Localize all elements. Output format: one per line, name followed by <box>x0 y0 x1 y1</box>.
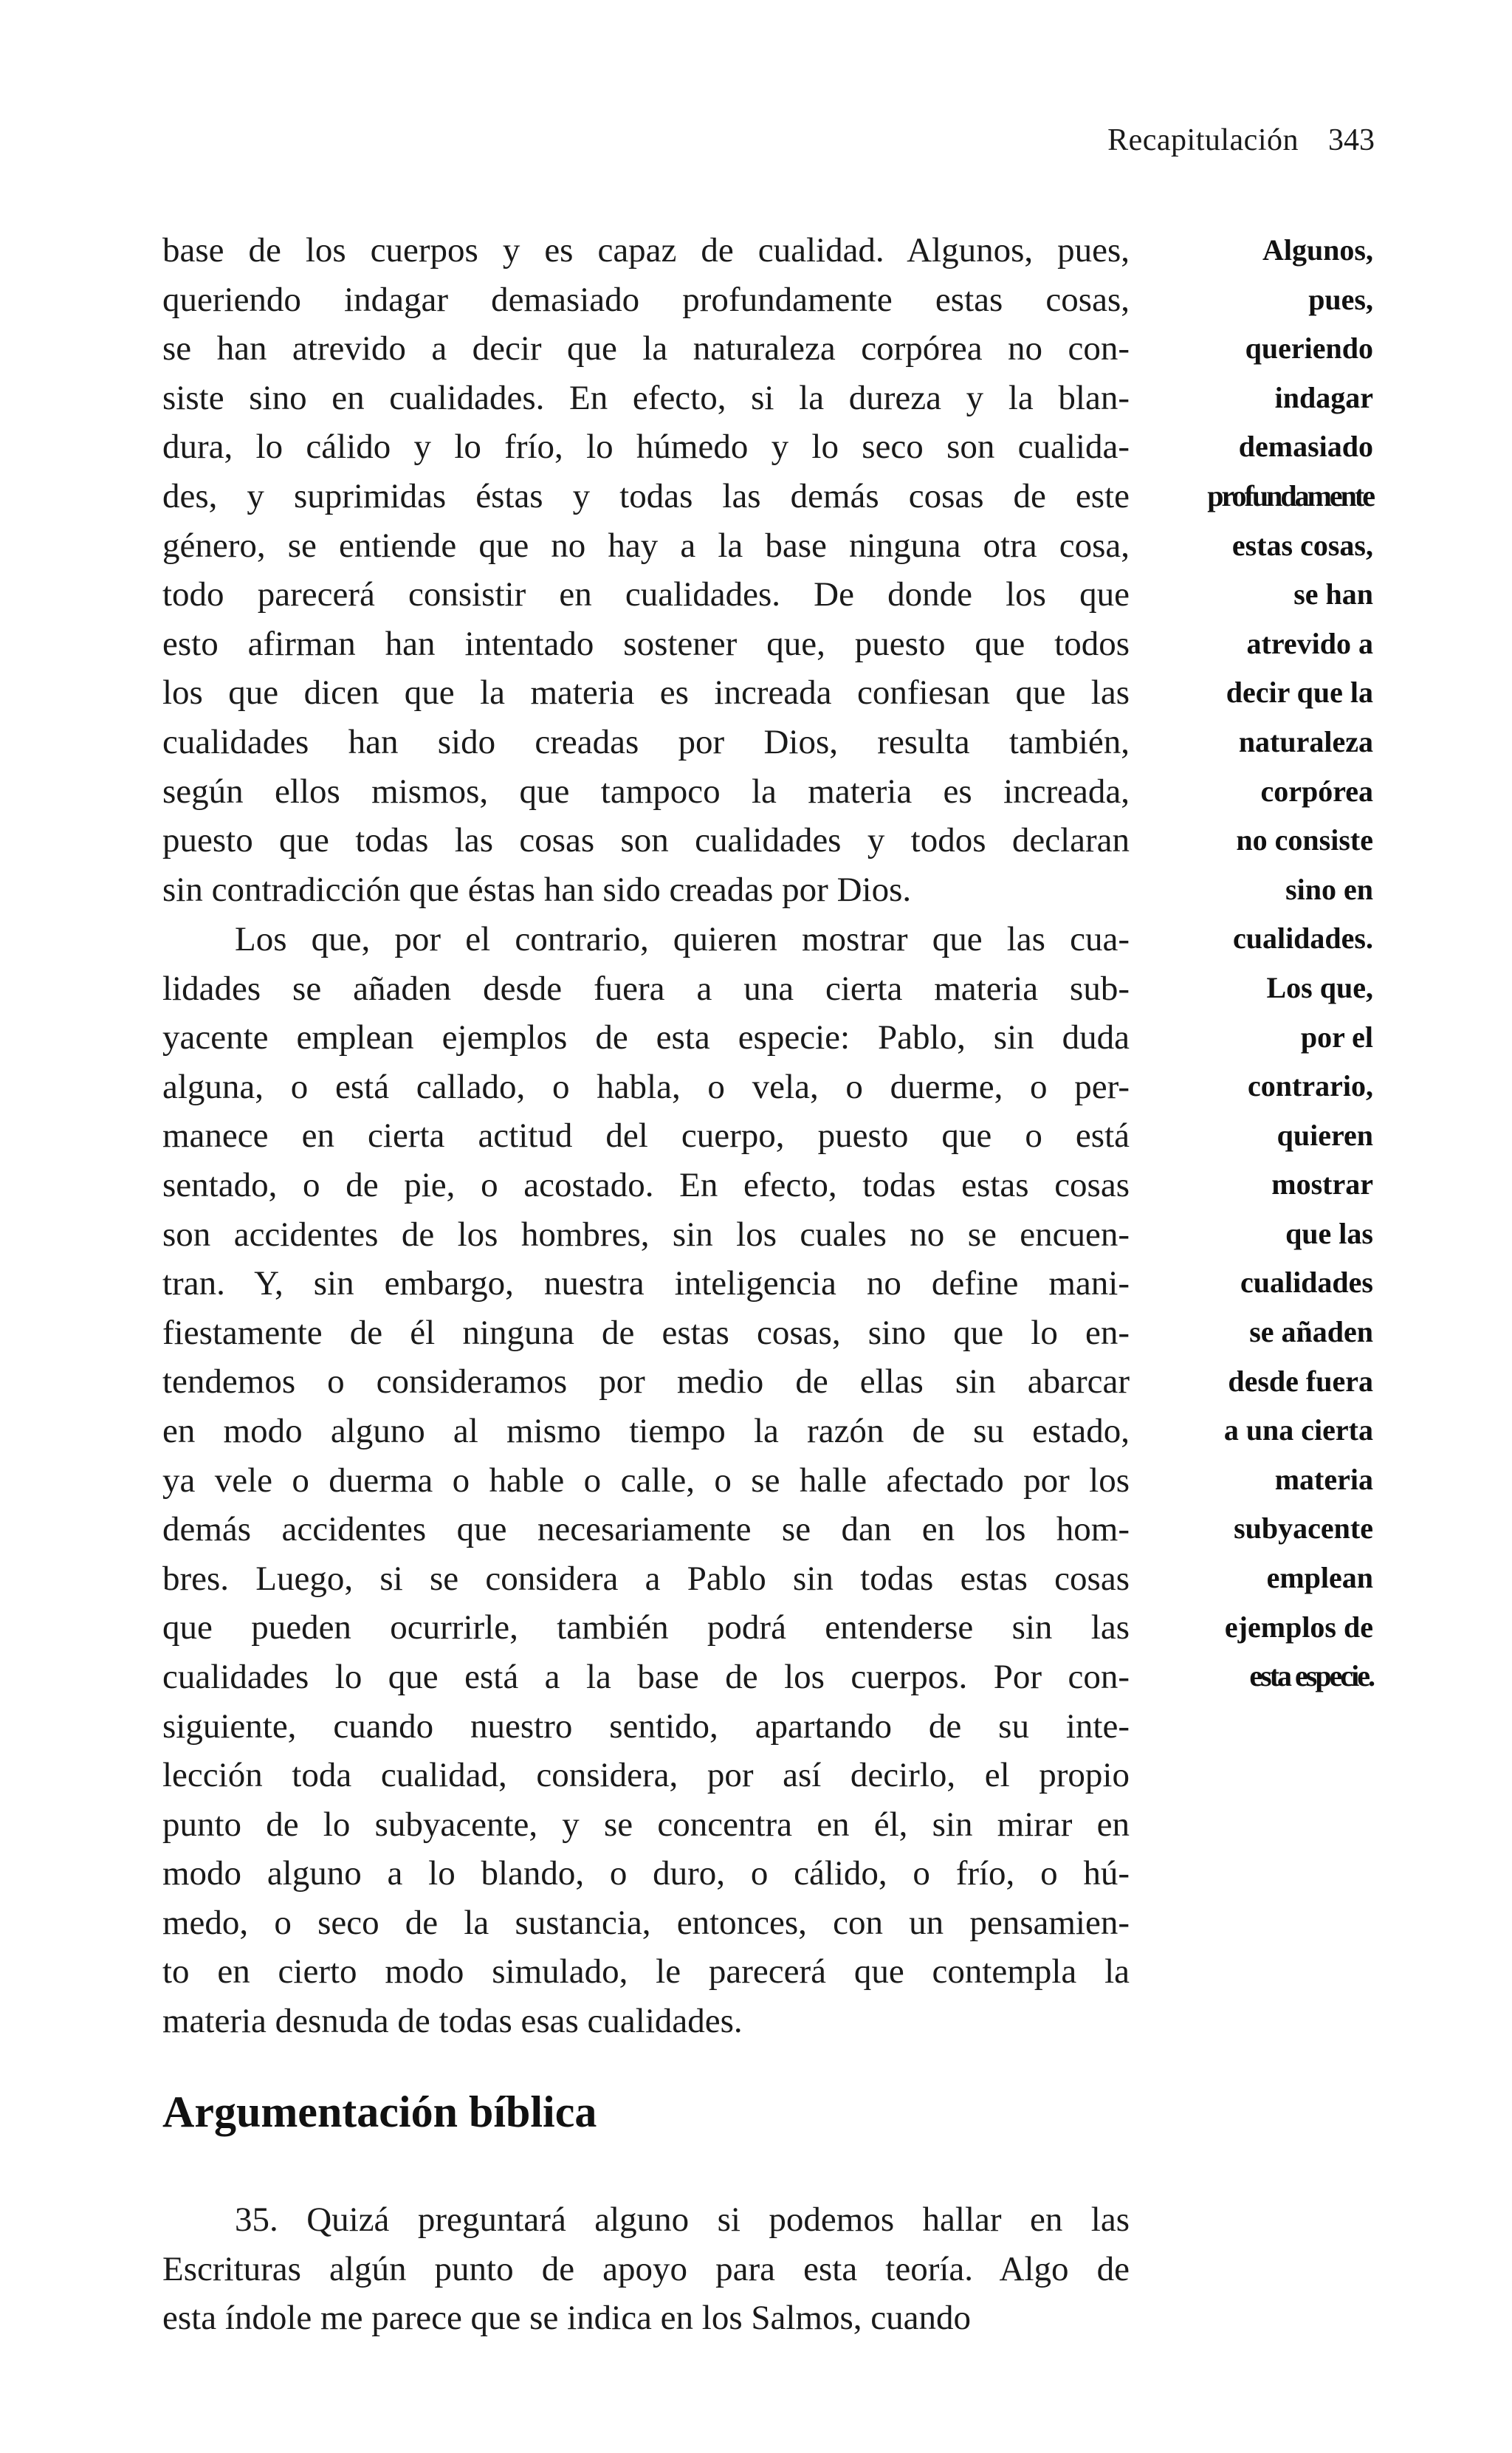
marginal-note-line: indagar <box>1274 380 1373 414</box>
marginal-note-line: naturaleza <box>1238 724 1373 758</box>
text-line: ya vele o duerma o hable o calle, o se halle afectado por los <box>162 1461 1130 1500</box>
marginal-note-line: no consiste <box>1236 823 1373 857</box>
marginal-note-line: subyacente <box>1234 1512 1373 1545</box>
text-line: en modo alguno al mismo tiempo la razón de su estado, <box>162 1411 1130 1450</box>
text-line: medo, o seco de la sustancia, entonces, con un pensamien- <box>162 1903 1130 1942</box>
text-line: manece en cierta actitud del cuerpo, puesto que o está <box>162 1116 1130 1156</box>
text-line: esta índole me parece que se indica en los Salmos, cuando <box>162 2299 971 2338</box>
text-line: se han atrevido a decir que la naturaleza corpórea no con- <box>162 329 1130 368</box>
marginal-note-line: pues, <box>1308 282 1373 316</box>
text-line: bres. Luego, si se considera a Pablo sin todas estas cosas <box>162 1559 1130 1598</box>
text-line: Los que, por el contrario, quieren mostrar que las cua- <box>235 920 1130 958</box>
marginal-note-line: sino en <box>1285 872 1373 906</box>
marginal-note-line: corpórea <box>1260 774 1373 808</box>
paragraph-3 <box>162 2195 1130 2343</box>
text-line: lidades se añaden desde fuera a una cierta materia sub- <box>162 969 1130 1008</box>
text-line: cualidades lo que está a la base de los cuerpos. Por con- <box>162 1657 1130 1696</box>
running-head-title: Recapitulación <box>1107 123 1299 157</box>
text-line: Escrituras algún punto de apoyo para esta teoría. Algo de <box>162 2249 1130 2288</box>
marginal-note-line: cualidades <box>1240 1266 1373 1300</box>
marginal-note-line: materia <box>1274 1462 1373 1496</box>
text-line: base de los cuerpos y es capaz de cualidad. Algunos, pues, <box>162 231 1130 270</box>
text-line: lección toda cualidad, considera, por así decirlo, el propio <box>162 1756 1130 1795</box>
marginal-note-line: Algunos, <box>1262 233 1373 267</box>
marginal-note-line: se añaden <box>1249 1315 1373 1349</box>
text-line: cualidades han sido creadas por Dios, resulta también, <box>162 722 1130 761</box>
marginal-note-line: por el <box>1300 1020 1373 1054</box>
text-line: que pueden ocurrirle, también podrá entenderse sin las <box>162 1608 1130 1647</box>
marginal-note-line: atrevido a <box>1246 626 1373 660</box>
paragraph-1 <box>162 226 1130 914</box>
text-line: dura, lo cálido y lo frío, lo húmedo y lo seco son cualida- <box>162 428 1130 467</box>
text-line: esto afirman han intentado sostener que, puesto que todos <box>162 624 1130 663</box>
text-line: tendemos o consideramos por medio de ellas sin abarcar <box>162 1362 1130 1402</box>
section-heading: Argumentación bíblica <box>162 2087 597 2136</box>
text-line: fiestamente de él ninguna de estas cosas, sino que lo en- <box>162 1313 1130 1352</box>
text-line: son accidentes de los hombres, sin los cuales no se encuen- <box>162 1215 1130 1254</box>
text-line: tran. Y, sin embargo, nuestra inteligencia no define mani- <box>162 1264 1130 1303</box>
marginal-note-line: desde fuera <box>1228 1364 1373 1398</box>
running-head <box>1107 118 1375 162</box>
text-line: siguiente, cuando nuestro sentido, apartando de su inte- <box>162 1706 1130 1746</box>
text-line: modo alguno a lo blando, o duro, o cálido, o frío, o hú- <box>162 1854 1130 1893</box>
marginal-note-line: profundamente <box>1207 478 1373 512</box>
text-line: sentado, o de pie, o acostado. En efecto, todas estas cosas <box>162 1165 1130 1204</box>
marginal-note-line: queriendo <box>1245 332 1373 366</box>
text-line: siste sino en cualidades. En efecto, si la dureza y la blan- <box>162 378 1130 417</box>
marginal-note-line: quieren <box>1276 1118 1373 1152</box>
text-line: según ellos mismos, que tampoco la materia es increada, <box>162 772 1130 811</box>
marginal-note-line: demasiado <box>1238 430 1373 464</box>
text-line: 35. Quizá preguntará alguno si podemos hallar en las <box>235 2200 1130 2239</box>
marginal-note-line: cualidades. <box>1232 922 1373 956</box>
text-line: sin contradicción que éstas han sido creadas por Dios. <box>162 870 912 909</box>
marginal-note-line: esta especie. <box>1249 1659 1373 1693</box>
marginal-note-line: ejemplos de <box>1224 1610 1373 1644</box>
text-line: des, y suprimidas éstas y todas las demás cosas de este <box>162 476 1130 515</box>
text-line: demás accidentes que necesariamente se dan en los hom- <box>162 1510 1130 1549</box>
marginal-note-line: decir que la <box>1226 676 1373 710</box>
text-line: género, se entiende que no hay a la base ninguna otra cosa, <box>162 526 1130 565</box>
paragraph-2 <box>162 915 1130 2046</box>
text-line: queriendo indagar demasiado profundamente estas cosas, <box>162 280 1130 319</box>
text-line: materia desnuda de todas esas cualidades. <box>162 2002 743 2041</box>
text-line: puesto que todas las cosas son cualidades y todos declaran <box>162 821 1130 860</box>
marginal-note-line: se han <box>1293 577 1373 611</box>
marginal-note-line: contrario, <box>1248 1069 1373 1103</box>
text-line: los que dicen que la materia es increada confiesan que las <box>162 673 1130 713</box>
marginal-note-line: a una cierta <box>1223 1413 1373 1447</box>
marginal-note-line: emplean <box>1266 1561 1373 1595</box>
text-line: todo parecerá consistir en cualidades. De donde los que <box>162 575 1130 614</box>
text-line: alguna, o está callado, o habla, o vela, o duerme, o per- <box>162 1067 1130 1106</box>
text-line: punto de lo subyacente, y se concentra en él, sin mirar en <box>162 1805 1130 1844</box>
marginal-note <box>1137 226 1373 1701</box>
marginal-note-line: Los que, <box>1266 970 1373 1004</box>
text-line: yacente emplean ejemplos de esta especie: Pablo, sin duda <box>162 1018 1130 1057</box>
marginal-note-line: estas cosas, <box>1231 528 1373 562</box>
page-number: 343 <box>1328 123 1375 157</box>
marginal-note-line: mostrar <box>1271 1167 1373 1201</box>
text-line: to en cierto modo simulado, le parecerá que contempla la <box>162 1952 1130 1991</box>
marginal-note-line: que las <box>1285 1216 1373 1250</box>
